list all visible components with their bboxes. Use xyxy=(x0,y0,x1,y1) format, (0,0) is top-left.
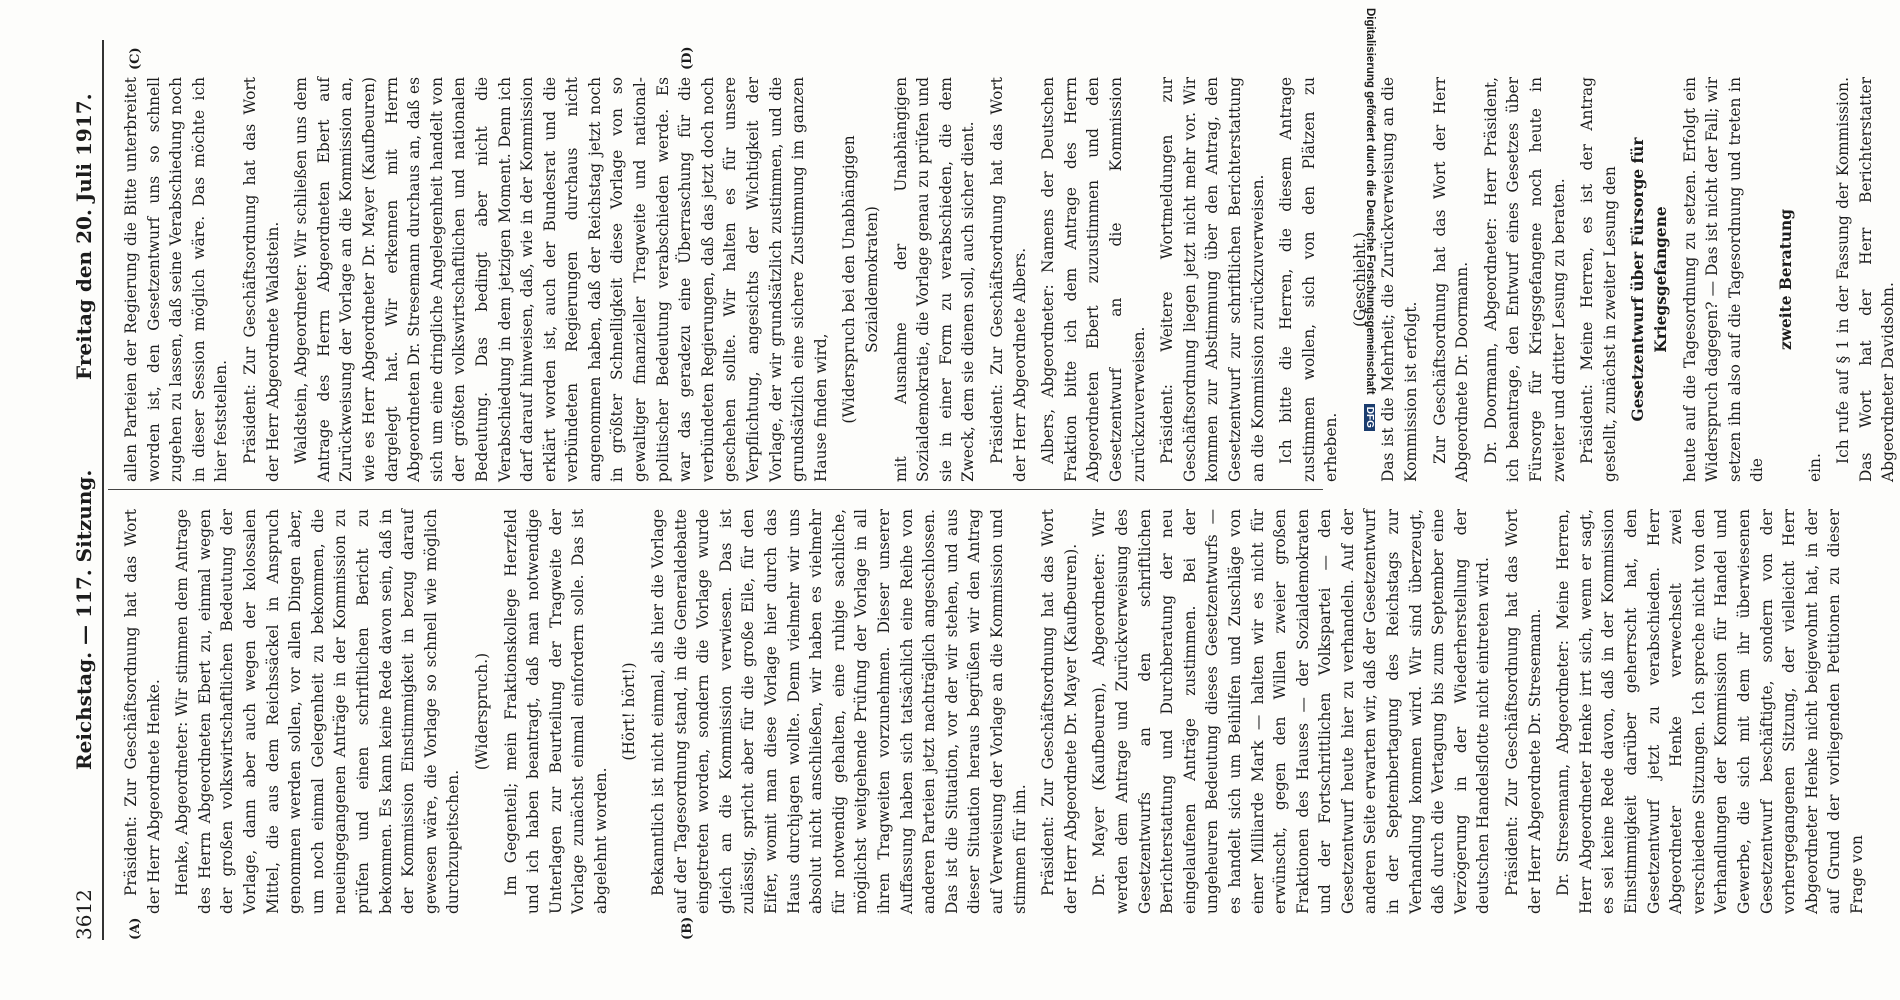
interjection: (Widerspruch bei den Unabhängigen Sozialdemokraten) xyxy=(840,135,881,424)
paragraph: Präsident: Weitere Wortmeldungen zur Geschäftsordnung liegen jetzt nicht mehr vor. Wir kommen zur Abstimmung über den Antrag, den Gesetzentwurf zur schriftlichen Berichterstattung an die Kommission zurückzuverweisen. xyxy=(1158,77,1267,482)
paragraph: mit Ausnahme der Unabhängigen Sozialdemokratie, die Vorlage genau zu prüfen und sie in einer Form zu verabschieden, die dem Zweck, dem sie dienen soll, auch sicher dient. xyxy=(891,77,978,482)
paragraph: Waldstein, Abgeordneter: Wir schließen uns dem Antrage des Herrn Abgeordneten Ebert auf Zurückweisung der Vorlage an die Kommission an, wie es Herr Abgeordneter Dr. Mayer (Kaufbeuren) dargelegt hat. Wir erkennen mit Herrn Abgeordneten Dr. Stresemann durchaus an, daß es sich um eine dringliche Angelegenheit handelt von der größten volkswirtschaftlichen und nationalen Bedeutung. Das bedingt aber nicht die Verabschiedung in dem jetzigen Moment. Denn ich darf darauf hinweisen, daß, wie in der Kommission erklärt worden ist, auch der Bundesrat und die verbündeten Regierungen durchaus nicht angenommen haben, daß der Reichstag jetzt noch in größter Schnelligkeit diese Vorlage von so gewaltiger finanzieller Tragweite und national-politischer Bedeutung verabschieden werde. Es war das geradezu eine Überraschung für die verbündeten Regierungen, daß das jetzt doch noch geschehen sollte. Wir halten es für unsere Verpflichtung, angesichts der Wichtigkeit der Vorlage, der wir grundsätzlich zustimmen, und die grundsätzlich eine sichere Zustimmung im ganzen Hause finden wird, xyxy=(292,77,830,482)
paragraph: Das ist die Mehrheit; die Zurückverweisung an die Kommission ist erfolgt. xyxy=(1379,77,1421,482)
paragraph: heute auf die Tagesordnung zu setzen. Erfolgt ein Widerspruch dagegen? — Das ist nicht der Fall; wir setzen ihn also auf die Tagesordnung und treten in die xyxy=(1680,77,1767,482)
page-number: 3612 xyxy=(72,889,96,940)
paragraph: allen Parteien der Regierung die Bitte unterbreitet worden ist, den Gesetzentwurf uns so schnell zugehen zu lassen, daß seine Verabschiedung noch in dieser Session möglich wäre. Das möchte ich hier feststellen. xyxy=(122,77,231,482)
column-divider xyxy=(108,489,1323,490)
paragraph: Dr. Doormann, Abgeordneter: Herr Präsident, ich beantrage, den Entwurf eines Gesetzes über Fürsorge für Kriegsgefangene noch heute in zweiter und dritter Lesung zu beraten. xyxy=(1481,77,1568,482)
paragraph: Präsident: Zur Geschäftsordnung hat das Wort der Herr Abgeordnete Albers. xyxy=(987,77,1029,482)
margin-marker-a: (A) xyxy=(128,917,143,940)
interjection: (Widerspruch.) xyxy=(472,652,491,771)
margin-marker-b: (B) xyxy=(680,916,695,940)
interjection: (Hört! hört!) xyxy=(620,662,639,761)
digitization-credit xyxy=(1362,8,1378,708)
paragraph: Dr. Stresemann, Abgeordneter: Meine Herren, Herr Abgeordneter Henke irrt sich, wenn er sagt, es sei keine Rede davon, daß in der Kommission Einstimmigkeit darüber geherrscht hat, den Gesetzentwurf jetzt zu verabschieden. Herr Abgeordneter Henke verwechselt zwei verschiedene Sitzungen. Ich spreche nicht von den Verhandlungen der Kommission für Handel und Gewerbe, die sich mit dem ihr überwiesenen Gesetzentwurf beschäftigte, sondern von der vorhergegangenen Sitzung, der vielleicht Herr Abgeordneter Henke nicht beigewohnt hat, in der auf Grund der vorliegenden Petitionen zu dieser Frage von xyxy=(1554,509,1866,914)
paragraph: ein. xyxy=(1805,453,1824,482)
paragraph: Präsident: Zur Geschäftsordnung hat das Wort der Herr Abgeordnete Dr. Mayer (Kaufbeuren). xyxy=(1039,509,1080,914)
agenda-heading: Gesetzentwurf über Fürsorge für Kriegsgefangene xyxy=(1629,137,1670,422)
paragraph: Zur Geschäftsordnung hat das Wort der Herr Abgeordnete Dr. Doormann. xyxy=(1430,77,1472,482)
paragraph: Albers, Abgeordneter: Namens der Deutschen Fraktion bitte ich dem Antrage des Herrn Abgeordneten Ebert zuzustimmen und den Gesetzentwurf an die Kommission zurückzuverweisen. xyxy=(1039,77,1148,482)
paragraph: Im Gegenteil; mein Fraktionskollege Herzfeld und ich haben beantragt, daß man notwendige Unterlagen zur Beurteilung der Tragweite der Vorlage zunächst einmal einfordern solle. Das ist abgelehnt worden. xyxy=(501,509,610,914)
paragraph: Dr. Mayer (Kaufbeuren), Abgeordneter: Wir werden dem Antrage und Zurückverweisung des Gesetzentwurfs an den schriftlichen Berichterstattung und Durchberatung der neu eingelaufenen Anträge zustimmen. Bei der ungeheuren Bedeutung dieses Gesetzentwurfs — es handelt sich um Beihilfen und Zuschläge von einer Milliarde Mark — halten wir es nicht für erwünscht, gegen den Willen zweier großen Fraktionen des Hauses — der Sozialdemokraten und der Fortschrittlichen Volkspartei — den Gesetzentwurf heute hier zu verhandeln. Auf der anderen Seite erwarten wir, daß der Gesetzentwurf in der Septembertagung des Reichstags zur Verhandlung kommen wird. Wir sind überzeugt, daß durch die Vertagung bis zum September eine Verzögerung in der Wiederherstellung der deutschen Handelsflotte nicht eintreten wird. xyxy=(1090,509,1493,914)
session-title: Reichstag. — 117. Sitzung. xyxy=(72,469,96,770)
session-date: Freitag den 20. Juli 1917. xyxy=(72,93,96,380)
paragraph: Präsident: Zur Geschäftsordnung hat das Wort der Herr Abgeordnete Dr. Stresemann. xyxy=(1503,509,1544,914)
paragraph: Ich bitte die Herren, die diesem Antrage zustimmen wollen, sich von den Plätzen zu erheben. xyxy=(1277,77,1341,482)
dfg-logo: DFG xyxy=(1364,404,1375,431)
left-column xyxy=(120,509,1866,914)
paragraph: Präsident: Meine Herren, es ist der Antrag gestellt, zunächst in zweiter Lesung den xyxy=(1578,77,1619,482)
paragraph: Präsident: Zur Geschäftsordnung hat das Wort der Herr Abgeordnete Waldstein. xyxy=(240,77,282,482)
agenda-heading: zweite Beratung xyxy=(1776,208,1795,351)
paragraph: Ich rufe auf § 1 in der Fassung der Kommission. Das Wort hat der Herr Berichterstatter Abgeordneter Davidsohn. xyxy=(1834,77,1898,482)
page-header xyxy=(68,40,104,940)
margin-marker-d: (D) xyxy=(680,46,695,70)
margin-marker-c: (C) xyxy=(128,47,143,70)
paragraph: Bekanntlich ist nicht einmal, als hier die Vorlage auf der Tagesordnung stand, in die Generaldebatte eingetreten worden, sondern die Vorlage wurde gleich an die Kommission verwiesen. Das ist zulässig, spricht aber für die große Eile, für den Eifer, womit man diese Vorlage hier durch das Haus durchjagen wollte. Denn vielmehr wir uns absolut nicht anschließen, wir haben es vielmehr für notwendig gehalten, eine ruhige sachliche, möglichst weitgehende Prüfung der Vorlage in all ihren Tragweiten vorzunehmen. Dieser unserer Auffassung haben sich tatsächlich eine Reihe von anderen Parteien jetzt nachträglich angeschlossen. Das ist die Situation, vor der wir stehen, und aus dieser Situation heraus begrüßen wir den Antrag auf Verweisung der Vorlage an die Kommission und stimmen für ihn. xyxy=(649,509,1029,914)
interjection: (Geschieht.) xyxy=(1350,232,1369,327)
credit-text: Digitalisierung gefördert durch die Deutsche Forschungsgemeinschaft xyxy=(1364,8,1376,395)
paragraph: Präsident: Zur Geschäftsordnung hat das Wort der Herr Abgeordnete Henke. xyxy=(122,509,163,914)
paragraph: Henke, Abgeordneter: Wir stimmen dem Antrage des Herrn Abgeordneten Ebert zu, einmal wegen der großen volkswirtschaftlichen Bedeutung der Vorlage, dann aber auch wegen der kolossalen Mittel, die aus dem Reichssäckel in Anspruch genommen werden sollen, vor allen Dingen aber, um noch einmal Gelegenheit zu bekommen, die neueingegangenen Anträge in der Kommission zu prüfen und einen schriftlichen Bericht zu bekommen. Es kann keine Rede davon sein, daß in der Kommission Einstimmigkeit in bezug darauf gewesen wäre, die Vorlage so schnell wie möglich durchzupeitschen. xyxy=(173,509,463,914)
